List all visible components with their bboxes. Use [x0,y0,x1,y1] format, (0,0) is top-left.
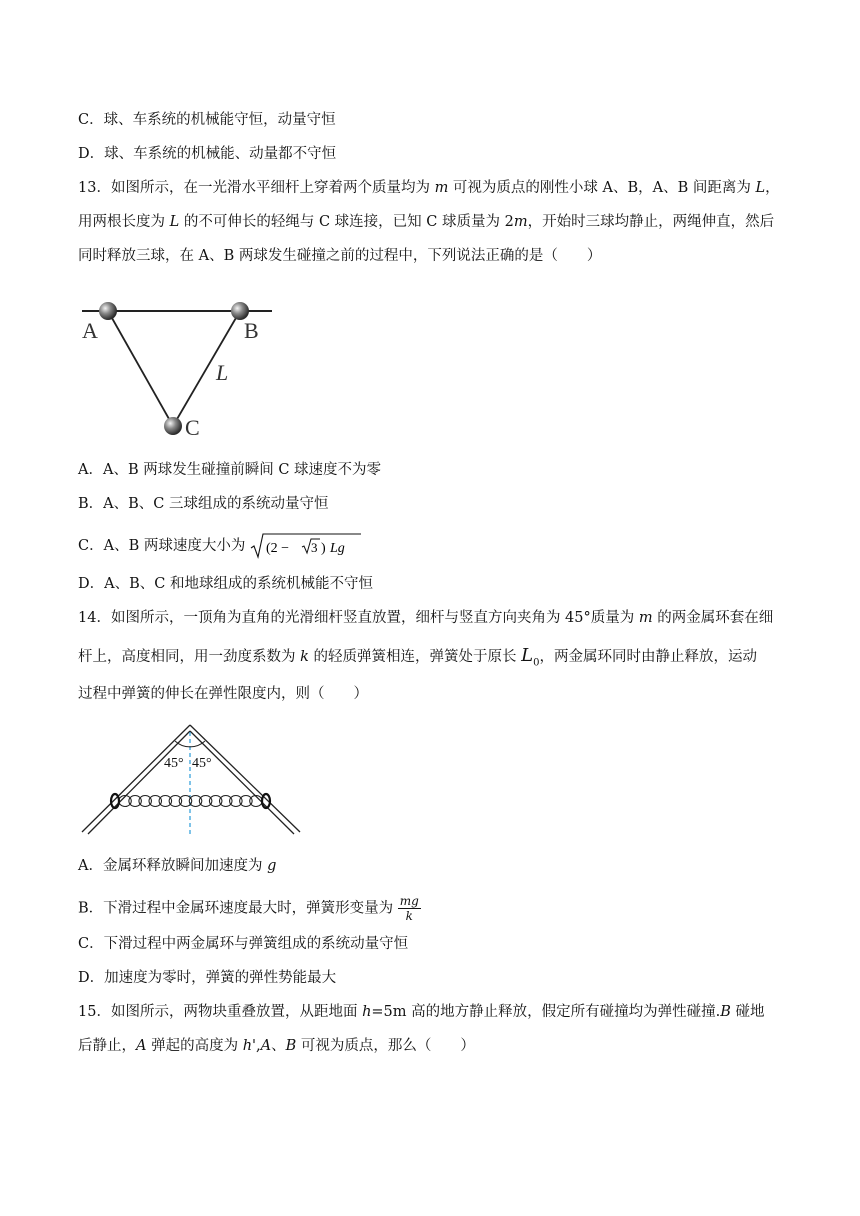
q13-sqrt-expression [250,532,362,560]
q14-figure [80,722,304,838]
svg-text:Lg: Lg [329,541,345,556]
q13-label-b: B [244,318,259,343]
q15-stem-line1: 15．如图所示，两物块重叠放置，从距地面 h=5m 高的地方静止释放，假定所有碰撞均为弹性碰撞.B 碰地 [78,1004,765,1020]
q13-label-l: L [216,360,229,385]
q15-stem-line2: 后静止，A 弹起的高度为 h',A、B 可视为质点，那么（ ） [78,1038,475,1054]
q14-option-b: B．下滑过程中金属环速度最大时，弹簧形变量为 $\frac{mg}{k}$ [78,894,419,923]
q13-stem-line1: 13．如图所示，在一光滑水平细杆上穿着两个质量均为 m 可视为质点的刚性小球 A、B，A、B 间距离为 L， [78,180,780,196]
q13-option-c: C．A、B 两球速度大小为 (2 − 3 ) Lg [78,532,362,560]
q14-stem-line2: 杆上，高度相同，用一劲度系数为 k 的轻质弹簧相连，弹簧处于原长 $L_0$，两金属环同时由静止释放，运动 [78,645,757,669]
q13-stem-line2: 用两根长度为 L 的不可伸长的轻绳与 C 球连接，已知 C 球质量为 2m，开始时三球均静止，两绳伸直，然后 [78,214,775,230]
q14-fraction: $\frac{mg}{k}$ [399,894,419,923]
q14-spring [119,796,262,807]
q13-label-c: C [185,415,200,440]
q13-option-a: A．A、B 两球发生碰撞前瞬间 C 球速度不为零 [78,462,382,478]
q12-option-d: D．球、车系统的机械能、动量都不守恒 [78,146,337,162]
q14-stem-line3: 过程中弹簧的伸长在弹性限度内，则（ ） [78,686,368,702]
svg-text:(2 −: (2 − [265,541,290,556]
q14-option-d: D．加速度为零时，弹簧的弹性势能最大 [78,970,337,986]
q13-stem-line3: 同时释放三球，在 A、B 两球发生碰撞之前的过程中，下列说法正确的是（ ） [78,248,602,264]
svg-text:3: 3 [310,540,318,555]
q13-label-a: A [82,318,98,343]
q13-rope-ac [108,311,173,426]
q13-option-d: D．A、B、C 和地球组成的系统机械能不守恒 [78,576,373,592]
q13-figure [78,290,288,450]
q13-option-b: B．A、B、C 三球组成的系统动量守恒 [78,496,329,512]
q14-angle-right: 45° [192,756,212,771]
svg-text:): ) [320,541,326,556]
q13-ball-c [164,417,182,435]
q13-rope-bc [173,311,240,426]
q14-option-a: A．金属环释放瞬间加速度为 g [78,858,277,874]
q13-ball-a [99,302,117,320]
q14-angle-left: 45° [164,756,184,771]
q14-stem-line1: 14．如图所示，一顶角为直角的光滑细杆竖直放置，细杆与竖直方向夹角为 45°质量为 m 的两金属环套在细 [78,610,774,626]
q14-option-c: C．下滑过程中两金属环与弹簧组成的系统动量守恒 [78,936,409,952]
q12-option-c: C．球、车系统的机械能守恒，动量守恒 [78,112,336,128]
